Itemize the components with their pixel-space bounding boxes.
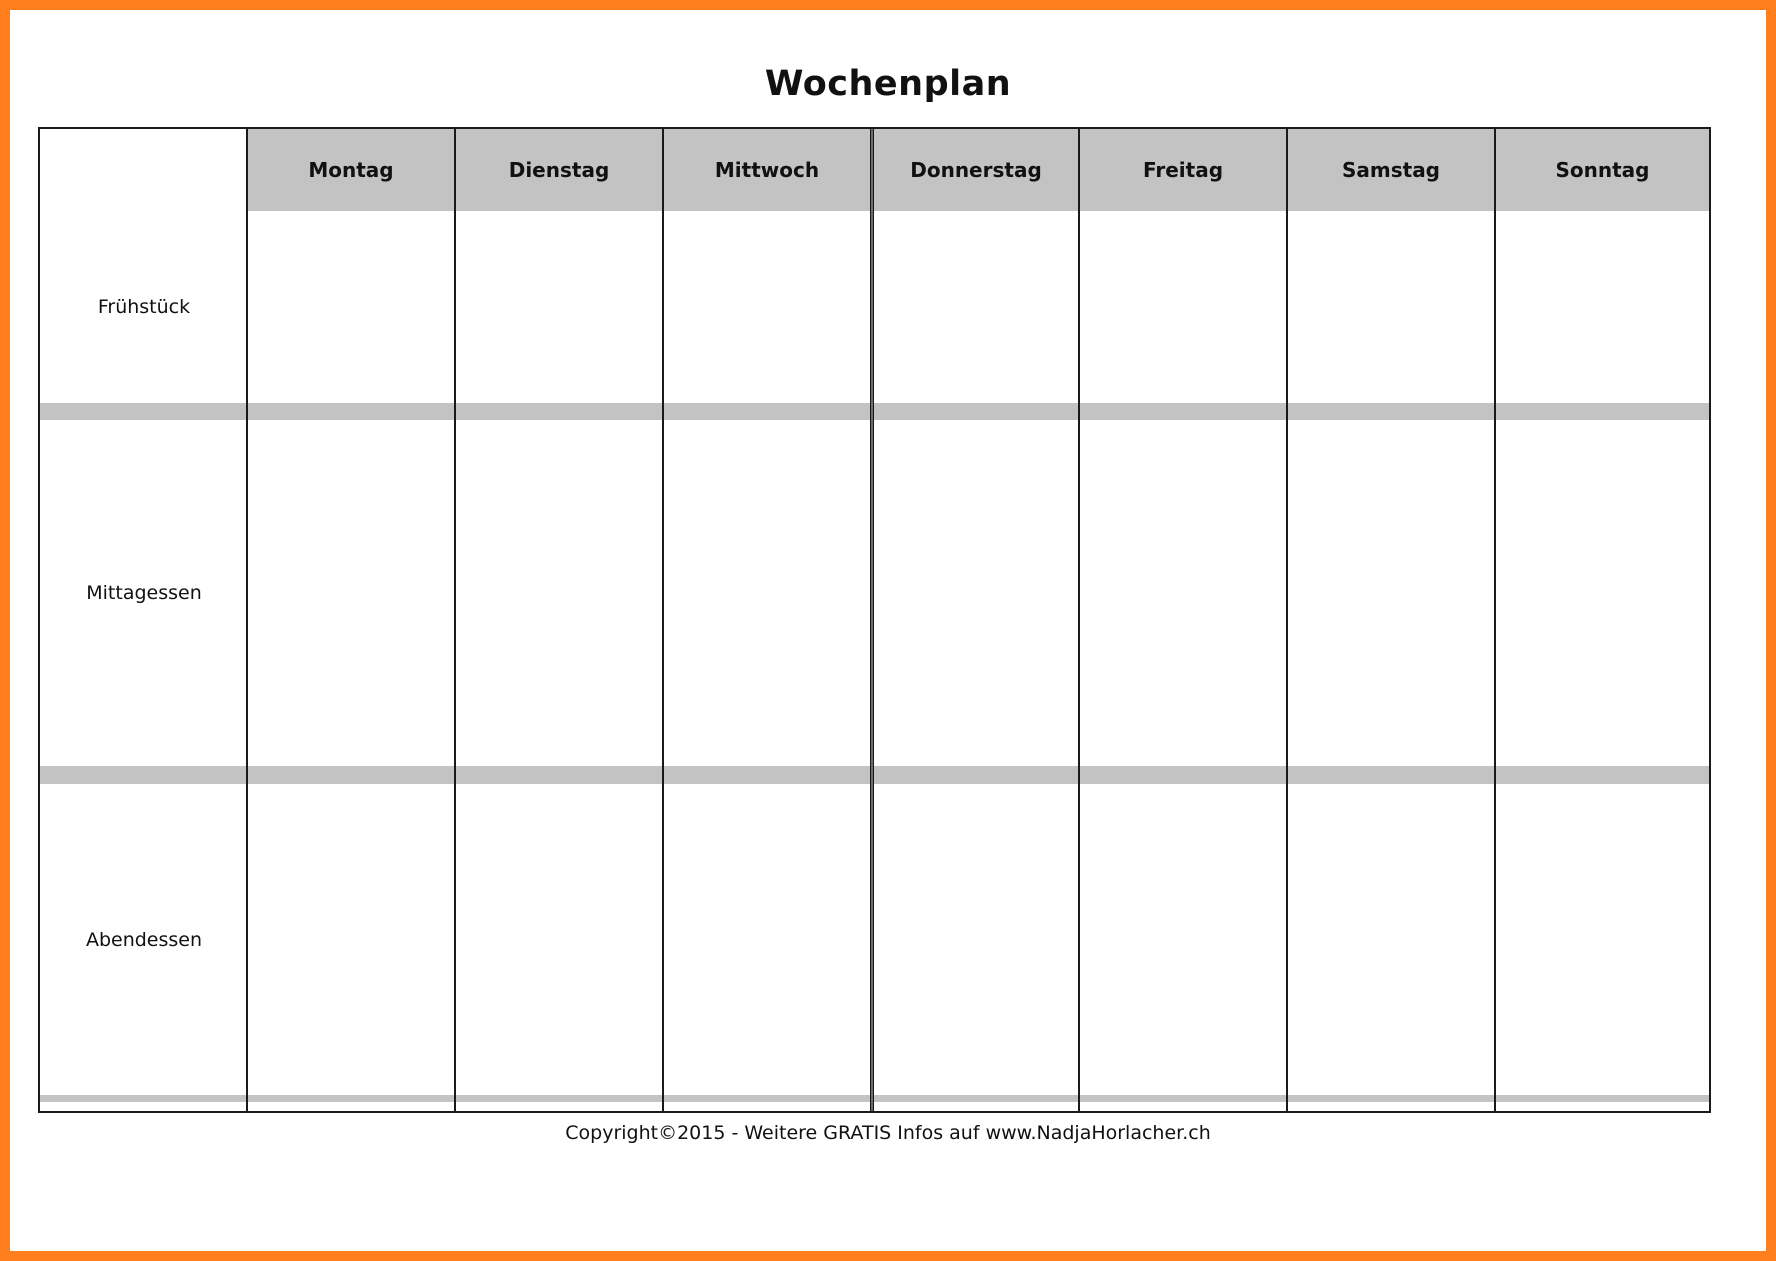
row-label-mittagessen	[40, 420, 248, 766]
row-separator	[40, 403, 1709, 420]
meal-label: Mittagessen	[86, 582, 202, 604]
header-day-montag: Montag	[248, 129, 454, 211]
meal-label: Abendessen	[85, 928, 203, 951]
weekly-plan-table	[38, 127, 1711, 1113]
column-divider	[1286, 129, 1288, 1111]
column-divider	[870, 129, 874, 1111]
header-day-mittwoch: Mittwoch	[664, 129, 870, 211]
header-day-sonntag: Sonntag	[1496, 129, 1709, 211]
header-day-donnerstag: Donnerstag	[874, 129, 1078, 211]
header-day-freitag: Freitag	[1080, 129, 1286, 211]
copyright-footer: Copyright©2015 - Weitere GRATIS Infos auf www.NadjaHorlacher.ch	[565, 1122, 1211, 1144]
row-label-fruehstueck	[40, 211, 248, 403]
row-separator	[40, 766, 1709, 784]
column-divider	[1078, 129, 1080, 1111]
row-separator	[40, 1095, 1709, 1102]
header-day-dienstag: Dienstag	[456, 129, 662, 211]
meal-label: Frühstück	[97, 296, 191, 318]
column-divider	[454, 129, 456, 1111]
column-divider	[1494, 129, 1496, 1111]
row-label-abendessen	[40, 784, 248, 1095]
header-day-samstag: Samstag	[1288, 129, 1494, 211]
column-divider	[662, 129, 664, 1111]
page-title: Wochenplan	[764, 64, 1012, 104]
